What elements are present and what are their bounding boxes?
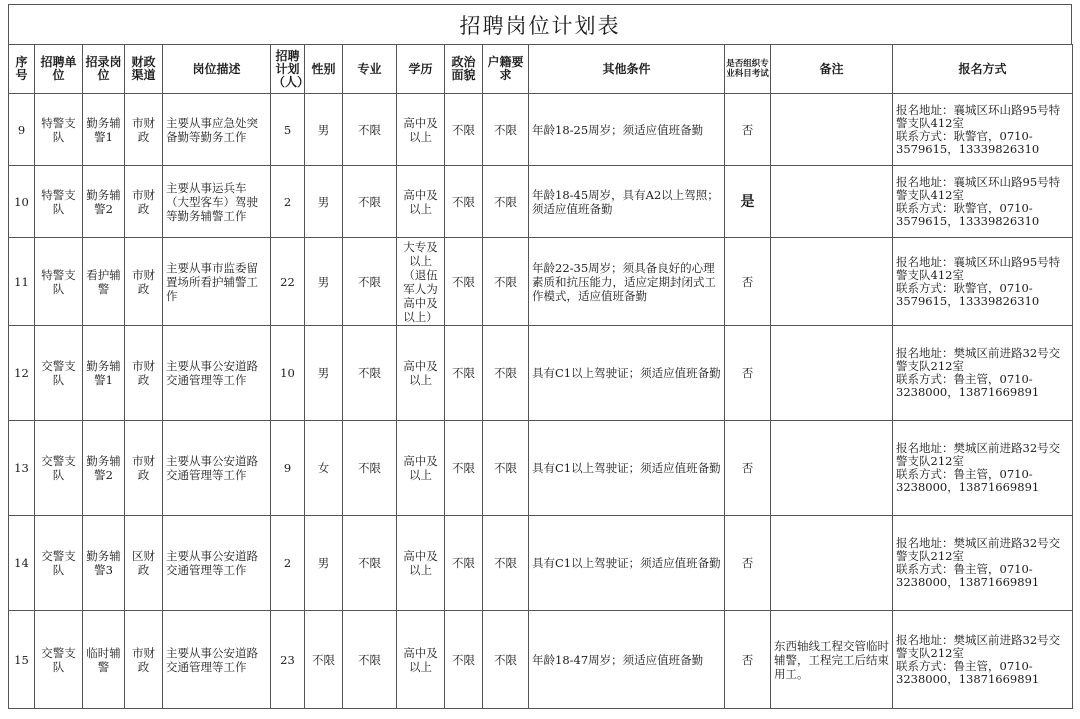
cell-position: 勤务辅警2 [83,421,125,516]
signup-contact: 联系方式：鲁主管，0710-3238000，13871669891 [896,372,1040,399]
cell-gender: 男 [305,94,343,166]
cell-unit: 交警支队 [35,516,83,611]
cell-education: 高中及以上 [397,166,445,238]
header-funding: 财政渠道 [125,45,163,94]
cell-education: 高中及以上 [397,611,445,709]
recruitment-table [8,44,1073,709]
cell-gender: 男 [305,166,343,238]
cell-signup [893,611,1073,709]
cell-position: 勤务辅警2 [83,166,125,238]
cell-count: 10 [271,326,305,421]
table-row [9,421,1073,516]
cell-exam: 否 [725,611,771,709]
cell-exam: 否 [725,516,771,611]
cell-education: 大专及以上（退伍军人为高中及以上） [397,238,445,326]
cell-political: 不限 [445,611,483,709]
cell-signup [893,326,1073,421]
signup-contact: 联系方式：鲁主管，0710-3238000，13871669891 [896,562,1040,589]
cell-signup [893,516,1073,611]
cell-count: 9 [271,421,305,516]
cell-seq: 13 [9,421,35,516]
signup-address: 报名地址：樊城区前进路32号交警支队212室 [896,536,1061,563]
cell-major: 不限 [343,238,397,326]
header-count: 招聘计划（人） [271,45,305,94]
cell-unit: 特警支队 [35,94,83,166]
cell-hukou: 不限 [483,516,529,611]
header-other: 其他条件 [529,45,725,94]
cell-major: 不限 [343,611,397,709]
header-exam: 是否组织专业科目考试 [725,45,771,94]
cell-political: 不限 [445,516,483,611]
cell-other: 具有C1以上驾驶证；须适应值班备勤 [529,326,725,421]
cell-other: 年龄18-47周岁；须适应值班备勤 [529,611,725,709]
cell-seq: 15 [9,611,35,709]
cell-exam: 否 [725,421,771,516]
cell-desc: 主要从事市监委留置场所看护辅警工作 [163,238,271,326]
cell-signup [893,94,1073,166]
cell-hukou: 不限 [483,238,529,326]
cell-hukou: 不限 [483,611,529,709]
table-row [9,611,1073,709]
cell-position: 勤务辅警1 [83,94,125,166]
signup-contact: 联系方式：鲁主管，0710-3238000，13871669891 [896,658,1040,686]
cell-hukou: 不限 [483,421,529,516]
table-row [9,326,1073,421]
cell-major: 不限 [343,94,397,166]
header-remark: 备注 [771,45,893,94]
cell-education: 高中及以上 [397,516,445,611]
cell-other: 具有C1以上驾驶证；须适应值班备勤 [529,421,725,516]
header-political: 政治面貌 [445,45,483,94]
cell-exam: 否 [725,238,771,326]
cell-desc: 主要从事公安道路交通管理等工作 [163,326,271,421]
cell-remark [771,238,893,326]
cell-other: 年龄18-25周岁；须适应值班备勤 [529,94,725,166]
cell-remark [771,516,893,611]
header-desc: 岗位描述 [163,45,271,94]
cell-gender: 男 [305,238,343,326]
cell-signup [893,238,1073,326]
cell-political: 不限 [445,421,483,516]
cell-funding: 市财政 [125,326,163,421]
table-row [9,94,1073,166]
signup-contact: 联系方式：鲁主管，0710-3238000，13871669891 [896,467,1040,494]
signup-address: 报名地址：樊城区前进路32号交警支队212室 [896,346,1061,373]
cell-unit: 交警支队 [35,611,83,709]
cell-funding: 区财政 [125,516,163,611]
cell-gender: 男 [305,326,343,421]
cell-political: 不限 [445,326,483,421]
cell-education: 高中及以上 [397,94,445,166]
header-seq: 序号 [9,45,35,94]
cell-funding: 市财政 [125,421,163,516]
cell-unit: 特警支队 [35,238,83,326]
cell-hukou: 不限 [483,94,529,166]
cell-other: 年龄22-35周岁；须具备良好的心理素质和抗压能力，适应定期封闭式工作模式，适应值班备勤 [529,238,725,326]
cell-gender: 不限 [305,611,343,709]
cell-major: 不限 [343,421,397,516]
cell-funding: 市财政 [125,238,163,326]
table-row [9,166,1073,238]
cell-remark [771,326,893,421]
cell-seq: 9 [9,94,35,166]
cell-political: 不限 [445,166,483,238]
cell-remark: 东西轴线工程交管临时辅警，工程完工后结束用工。 [771,611,893,709]
signup-address: 报名地址：樊城区前进路32号交警支队212室 [896,632,1061,660]
cell-signup [893,421,1073,516]
cell-seq: 14 [9,516,35,611]
cell-other: 具有C1以上驾驶证；须适应值班备勤 [529,516,725,611]
signup-address: 报名地址：襄城区环山路95号特警支队412室 [896,102,1061,130]
cell-position: 看护辅警 [83,238,125,326]
header-major: 专业 [343,45,397,94]
cell-gender: 女 [305,421,343,516]
cell-desc: 主要从事公安道路交通管理等工作 [163,421,271,516]
cell-remark [771,94,893,166]
cell-position: 勤务辅警1 [83,326,125,421]
header-signup: 报名方式 [893,45,1073,94]
cell-seq: 11 [9,238,35,326]
recruitment-sheet [8,4,1072,709]
cell-major: 不限 [343,516,397,611]
cell-unit: 交警支队 [35,421,83,516]
cell-seq: 10 [9,166,35,238]
cell-desc: 主要从事公安道路交通管理等工作 [163,516,271,611]
cell-count: 23 [271,611,305,709]
header-unit: 招聘单位 [35,45,83,94]
cell-education: 高中及以上 [397,421,445,516]
page-title: 招聘岗位计划表 [459,13,621,38]
table-row [9,238,1073,326]
cell-position: 勤务辅警3 [83,516,125,611]
signup-address: 报名地址：樊城区前进路32号交警支队212室 [896,441,1061,468]
cell-position: 临时辅警 [83,611,125,709]
signup-contact: 联系方式：耿警官，0710-3579615，13339826310 [896,280,1040,308]
cell-unit: 交警支队 [35,326,83,421]
signup-address: 报名地址：襄城区环山路95号特警支队412室 [896,174,1061,202]
cell-major: 不限 [343,166,397,238]
cell-desc: 主要从事运兵车（大型客车）驾驶等勤务辅警工作 [163,166,271,238]
table-row [9,516,1073,611]
cell-exam: 是 [725,166,771,238]
cell-remark [771,166,893,238]
cell-funding: 市财政 [125,166,163,238]
header-row [9,45,1073,94]
cell-unit: 特警支队 [35,166,83,238]
cell-exam: 否 [725,94,771,166]
cell-gender: 男 [305,516,343,611]
header-hukou: 户籍要求 [483,45,529,94]
cell-remark [771,421,893,516]
cell-hukou: 不限 [483,166,529,238]
cell-funding: 市财政 [125,611,163,709]
cell-hukou: 不限 [483,326,529,421]
signup-address: 报名地址：襄城区环山路95号特警支队412室 [896,254,1061,282]
cell-desc: 主要从事应急处突备勤等勤务工作 [163,94,271,166]
cell-desc: 主要从事公安道路交通管理等工作 [163,611,271,709]
cell-count: 22 [271,238,305,326]
title-bar [8,4,1072,44]
cell-exam: 否 [725,326,771,421]
cell-seq: 12 [9,326,35,421]
cell-funding: 市财政 [125,94,163,166]
header-gender: 性别 [305,45,343,94]
cell-political: 不限 [445,238,483,326]
cell-count: 2 [271,516,305,611]
signup-contact: 联系方式：耿警官，0710-3579615，13339826310 [896,200,1040,228]
cell-count: 5 [271,94,305,166]
cell-major: 不限 [343,326,397,421]
cell-signup [893,166,1073,238]
cell-count: 2 [271,166,305,238]
signup-contact: 联系方式：耿警官，0710-3579615，13339826310 [896,128,1040,156]
header-education: 学历 [397,45,445,94]
cell-other: 年龄18-45周岁，具有A2以上驾照；须适应值班备勤 [529,166,725,238]
cell-political: 不限 [445,94,483,166]
cell-education: 高中及以上 [397,326,445,421]
header-position: 招录岗位 [83,45,125,94]
